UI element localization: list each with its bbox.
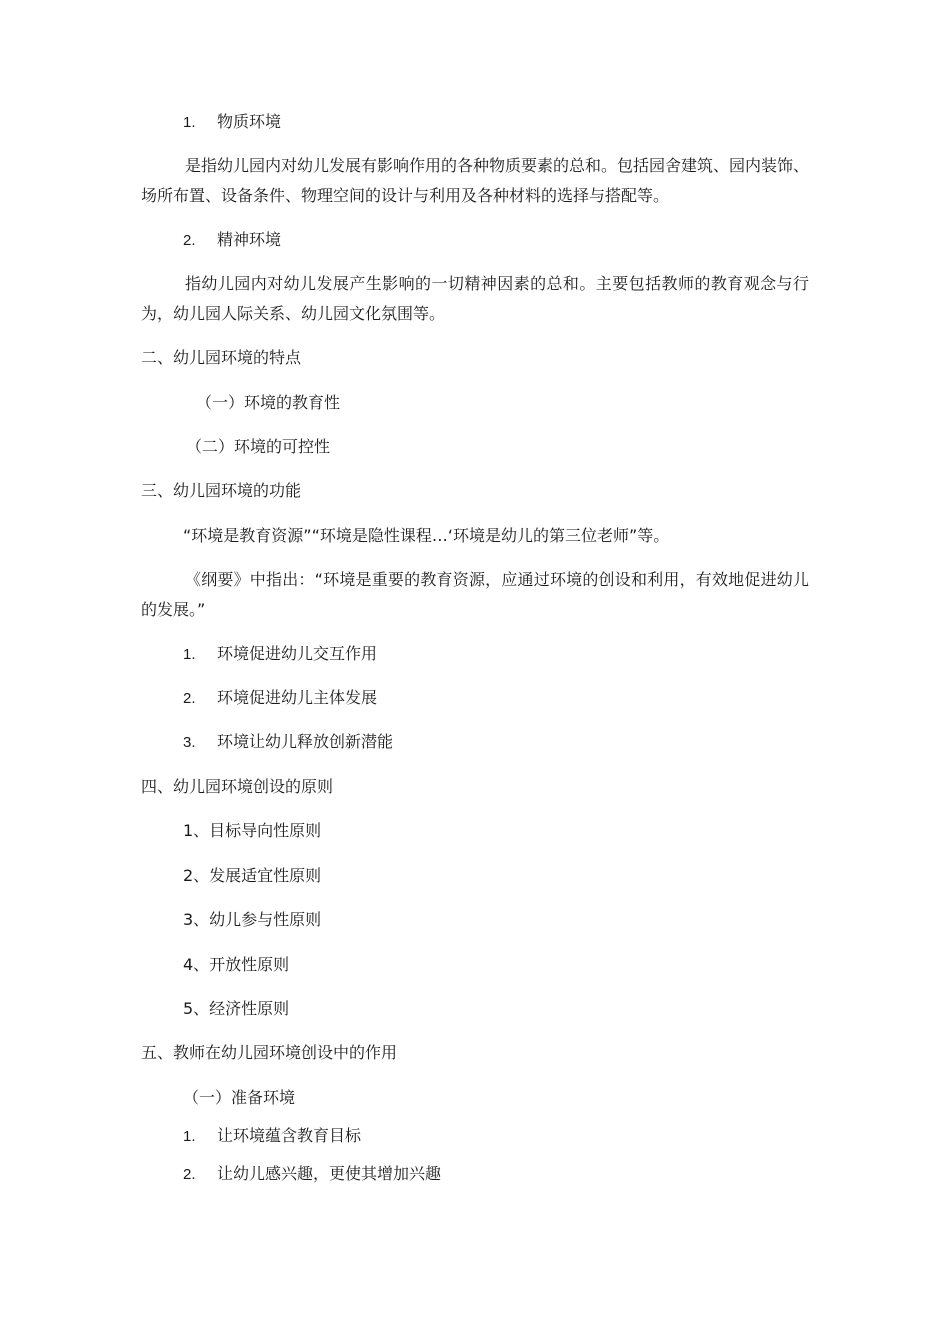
- paragraph-guideline-quote: 《纲要》中指出：“环境是重要的教育资源，应通过环境的创设和利用，有效地促进幼儿的发展。”: [141, 570, 809, 619]
- list-item-function-3: [183, 732, 393, 753]
- list-item-prep-2: [183, 1164, 441, 1185]
- list-item-material-environment: [183, 112, 281, 133]
- subheading-prepare-environment: （一）准备环境: [183, 1088, 296, 1107]
- list-number: 1.: [183, 646, 196, 663]
- section-heading-functions: 三、幼儿园环境的功能: [141, 481, 302, 500]
- list-number: 2.: [183, 690, 196, 707]
- paragraph-spiritual-definition: 指幼儿园内对幼儿发展产生影响的一切精神因素的总和。主要包括教师的教育观念与行为，幼儿园人际关系、幼儿园文化氛围等。: [141, 274, 809, 323]
- list-label: 环境让幼儿释放创新潜能: [217, 732, 394, 751]
- list-label: 环境促进幼儿主体发展: [217, 688, 378, 707]
- principle-item-5: 5、经济性原则: [183, 999, 290, 1018]
- principle-item-4: 4、开放性原则: [183, 955, 290, 974]
- list-number: 1.: [183, 1128, 196, 1145]
- list-number: 2.: [183, 1166, 196, 1183]
- list-label: 环境促进幼儿交互作用: [217, 644, 378, 663]
- principle-item-3: 3、幼儿参与性原则: [183, 910, 322, 929]
- list-item-spiritual-environment: [183, 230, 281, 251]
- section-heading-principles: 四、幼儿园环境创设的原则: [141, 777, 334, 796]
- list-label: 精神环境: [217, 230, 282, 249]
- section-heading-teacher-role: 五、教师在幼儿园环境创设中的作用: [141, 1043, 398, 1062]
- list-number: 3.: [183, 734, 196, 751]
- list-number: 2.: [183, 232, 196, 249]
- section-heading-features: 二、幼儿园环境的特点: [141, 348, 302, 367]
- principle-item-1: 1、目标导向性原则: [183, 821, 322, 840]
- list-item-function-2: [183, 688, 377, 709]
- subheading-controllable: （二）环境的可控性: [186, 437, 331, 456]
- list-item-function-1: [183, 644, 377, 665]
- paragraph-material-definition: 是指幼儿园内对幼儿发展有影响作用的各种物质要素的总和。包括园舍建筑、园内装饰、场所布置、设备条件、物理空间的设计与利用及各种材料的选择与搭配等。: [141, 156, 810, 205]
- list-label: 让幼儿感兴趣，更使其增加兴趣: [217, 1164, 442, 1183]
- list-item-prep-1: [183, 1126, 361, 1147]
- principle-item-2: 2、发展适宜性原则: [183, 866, 322, 885]
- subheading-educational: （一）环境的教育性: [196, 393, 341, 412]
- paragraph-quotes: “环境是教育资源”“环境是隐性课程…‘环境是幼儿的第三位老师”等。: [183, 526, 670, 545]
- list-label: 让环境蕴含教育目标: [217, 1126, 362, 1145]
- list-label: 物质环境: [217, 112, 282, 131]
- list-number: 1.: [183, 114, 196, 131]
